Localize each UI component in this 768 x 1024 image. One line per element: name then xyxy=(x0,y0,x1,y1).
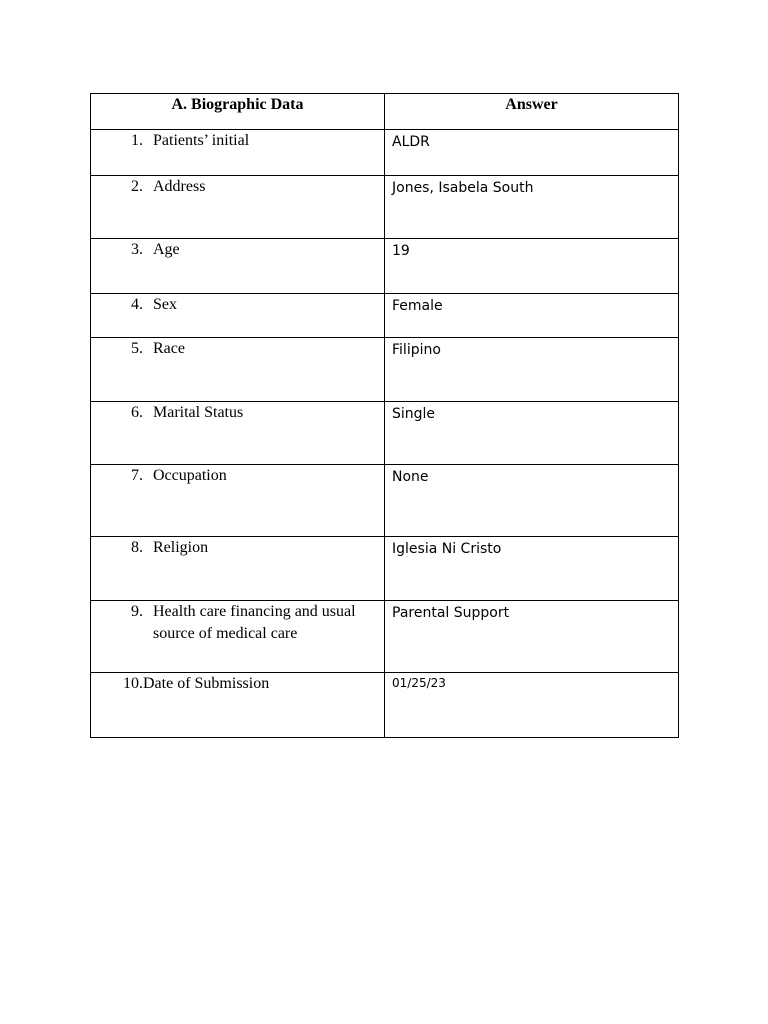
table-row xyxy=(91,294,679,338)
answer-value: 01/25/23 xyxy=(392,676,446,690)
answer-value: Iglesia Ni Cristo xyxy=(392,541,502,557)
item-number: 10. xyxy=(123,675,143,692)
answer-value: Female xyxy=(392,298,443,314)
item-label: Religion xyxy=(153,539,209,556)
table-row xyxy=(91,176,679,239)
table-row xyxy=(91,402,679,465)
answer-value: Single xyxy=(392,406,436,422)
answer-value: Parental Support xyxy=(392,605,510,621)
answer-cell xyxy=(385,601,679,673)
table-row xyxy=(91,673,679,738)
item-label: Date of Submission xyxy=(143,675,270,692)
answer-cell xyxy=(385,465,679,537)
item-label: Sex xyxy=(153,296,177,313)
question-cell xyxy=(91,176,385,239)
item-number: 6. xyxy=(131,404,143,421)
answer-value: 19 xyxy=(392,243,410,259)
answer-value: ALDR xyxy=(392,134,430,150)
biographic-data-table xyxy=(90,93,679,738)
table-row xyxy=(91,239,679,294)
item-number: 5. xyxy=(131,340,143,357)
table-header-row xyxy=(91,94,679,130)
question-cell xyxy=(91,338,385,402)
item-label: Patients’ initial xyxy=(153,132,250,149)
answer-cell xyxy=(385,537,679,601)
answer-cell xyxy=(385,130,679,176)
table-row xyxy=(91,601,679,673)
item-label: Health care financing and usual source of medical care xyxy=(153,603,356,642)
item-label: Marital Status xyxy=(153,404,244,421)
answer-cell xyxy=(385,338,679,402)
table-row xyxy=(91,338,679,402)
answer-cell xyxy=(385,402,679,465)
item-number: 2. xyxy=(131,178,143,195)
answer-value: Filipino xyxy=(392,342,441,358)
answer-value: None xyxy=(392,469,429,485)
header-biographic-data: A. Biographic Data xyxy=(91,94,385,130)
item-number: 4. xyxy=(131,296,143,313)
answer-cell xyxy=(385,239,679,294)
question-cell xyxy=(91,601,385,673)
item-number: 8. xyxy=(131,539,143,556)
table-row xyxy=(91,465,679,537)
item-number: 9. xyxy=(131,603,143,620)
question-cell xyxy=(91,673,385,738)
table-row xyxy=(91,130,679,176)
item-label: Age xyxy=(153,241,180,258)
item-number: 3. xyxy=(131,241,143,258)
answer-cell xyxy=(385,294,679,338)
question-cell xyxy=(91,537,385,601)
question-cell xyxy=(91,465,385,537)
item-label: Race xyxy=(153,340,185,357)
question-cell xyxy=(91,239,385,294)
question-cell xyxy=(91,130,385,176)
table-row xyxy=(91,537,679,601)
question-cell xyxy=(91,294,385,338)
item-number: 7. xyxy=(131,467,143,484)
question-cell xyxy=(91,402,385,465)
answer-value: Jones, Isabela South xyxy=(392,180,534,196)
answer-cell xyxy=(385,176,679,239)
item-label: Address xyxy=(153,178,206,195)
item-number: 1. xyxy=(131,132,143,149)
answer-cell xyxy=(385,673,679,738)
item-label: Occupation xyxy=(153,467,227,484)
header-answer: Answer xyxy=(385,94,679,130)
